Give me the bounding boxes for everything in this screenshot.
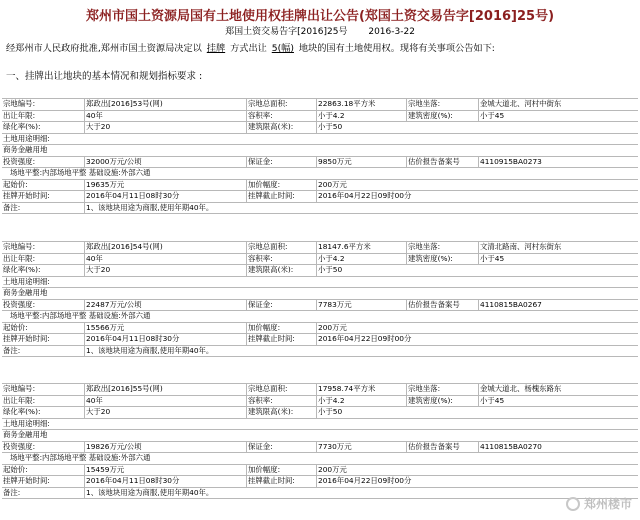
table-row	[2, 191, 638, 203]
table-row	[2, 442, 638, 454]
table-row	[2, 311, 638, 323]
listing-start-value: 2016年04月11日08时30分	[84, 334, 246, 345]
location-value: 文清北路南、河村东街东	[478, 242, 638, 253]
watermark	[566, 495, 632, 512]
table-row	[2, 265, 638, 277]
label-land-use: 土地用途明细:	[3, 276, 50, 286]
invest-value: 19826万元/公顷	[84, 442, 246, 453]
parcel-table	[2, 98, 638, 214]
label-listing-end: 挂牌截止时间:	[246, 191, 316, 202]
label-deposit: 保证金:	[246, 300, 316, 311]
remark-value: 1、该地块用途为商服,使用年期40年。	[84, 346, 638, 357]
reference-number: 郑国土资交易告字[2016]25号	[225, 27, 348, 37]
height-value: 小于50	[316, 265, 406, 276]
label-area: 宗地总面积:	[246, 384, 316, 395]
table-row	[2, 383, 638, 396]
green-value: 大于20	[84, 122, 246, 133]
label-increment: 加价幅度:	[246, 323, 316, 334]
area-value: 17958.74平方米	[316, 384, 406, 395]
intro-mid: 方式出让	[230, 43, 267, 54]
table-row	[2, 396, 638, 408]
label-deposit: 保证金:	[246, 442, 316, 453]
label-parcel-no: 宗地编号:	[3, 242, 36, 251]
report-value: 4110915BA0273	[478, 157, 638, 168]
table-row	[2, 323, 638, 335]
publish-date: 2016-3-22	[368, 27, 415, 37]
intro-post: 地块的国有土地使用权。现将有关事项公告如下:	[298, 43, 495, 54]
density-value: 小于45	[478, 111, 638, 122]
remark-value: 1、该地块用途为商服,使用年期40年。	[84, 488, 638, 499]
listing-end-value: 2016年04月22日09时00分	[316, 476, 478, 487]
parcel-table	[2, 241, 638, 357]
table-row	[2, 241, 638, 254]
label-increment: 加价幅度:	[246, 180, 316, 191]
location-value: 金城大道北、河村中街东	[478, 99, 638, 110]
label-remark: 备注:	[3, 487, 21, 497]
invest-value: 32000万元/公顷	[84, 157, 246, 168]
far-value: 小于4.2	[316, 254, 406, 265]
start-price-value: 15459万元	[84, 465, 246, 476]
table-row	[2, 134, 638, 146]
deposit-value: 9850万元	[316, 157, 406, 168]
table-row	[2, 254, 638, 266]
intro-count: 5(幅)	[271, 43, 294, 54]
table-row	[2, 288, 638, 300]
document-title: 郑州市国土资源局国有土地使用权挂牌出让公告(郑国土资交易告字[2016]25号)	[85, 9, 555, 24]
label-deposit: 保证金:	[246, 157, 316, 168]
table-row	[2, 122, 638, 134]
label-listing-start: 挂牌开始时间:	[3, 476, 50, 485]
table-row	[2, 407, 638, 419]
table-row	[2, 334, 638, 346]
label-start-price: 起始价:	[3, 179, 28, 189]
label-parcel-no: 宗地编号:	[3, 384, 36, 393]
label-start-price: 起始价:	[3, 464, 28, 474]
section-heading: 一、挂牌出让地块的基本情况和规划指标要求 :	[6, 71, 203, 82]
land-use-value: 商务金融用地	[3, 288, 48, 297]
green-value: 大于20	[84, 407, 246, 418]
label-parcel-no: 宗地编号:	[3, 99, 36, 108]
label-listing-start: 挂牌开始时间:	[3, 334, 50, 343]
label-report: 估价报告备案号	[406, 157, 478, 168]
label-years: 出让年限:	[3, 395, 36, 405]
years-value: 40年	[84, 254, 246, 265]
area-value: 18147.6平方米	[316, 242, 406, 253]
label-far: 容积率:	[246, 111, 316, 122]
table-row	[2, 430, 638, 442]
table-row	[2, 277, 638, 289]
label-years: 出让年限:	[3, 110, 36, 120]
label-start-price: 起始价:	[3, 322, 28, 332]
table-row	[2, 419, 638, 431]
label-far: 容积率:	[246, 396, 316, 407]
table-row	[2, 476, 638, 488]
height-value: 小于50	[316, 407, 406, 418]
label-green: 绿化率(%):	[3, 265, 41, 274]
label-area: 宗地总面积:	[246, 242, 316, 253]
table-row	[2, 180, 638, 192]
location-value: 金城大道北、杨槐东路东	[478, 384, 638, 395]
label-listing-end: 挂牌截止时间:	[246, 334, 316, 345]
deposit-value: 7783万元	[316, 300, 406, 311]
start-price-value: 15566万元	[84, 323, 246, 334]
site-conditions: 场地平整:内部场地平整 基础设施:外部六通	[10, 453, 151, 462]
site-conditions: 场地平整:内部场地平整 基础设施:外部六通	[10, 168, 151, 177]
table-row	[2, 488, 638, 500]
remark-value: 1、该地块用途为商服,使用年期40年。	[84, 203, 638, 214]
label-density: 建筑密度(%):	[406, 111, 478, 122]
green-value: 大于20	[84, 265, 246, 276]
intro-paragraph	[6, 40, 638, 54]
table-row	[2, 465, 638, 477]
intro-pre: 经郑州市人民政府批准,郑州市国土资源局决定以	[6, 43, 202, 54]
table-row	[2, 453, 638, 465]
label-green: 绿化率(%):	[3, 122, 41, 131]
label-location: 宗地坐落:	[406, 242, 478, 253]
parcel-no-value: 郑政出[2016]54号(网)	[84, 242, 246, 253]
table-row	[2, 300, 638, 312]
increment-value: 200万元	[316, 323, 406, 334]
table-row	[2, 157, 638, 169]
deposit-value: 7730万元	[316, 442, 406, 453]
label-listing-end: 挂牌截止时间:	[246, 476, 316, 487]
label-report: 估价报告备案号	[406, 300, 478, 311]
listing-start-value: 2016年04月11日08时30分	[84, 191, 246, 202]
label-increment: 加价幅度:	[246, 465, 316, 476]
watermark-text: 郑州楼市	[583, 497, 632, 511]
increment-value: 200万元	[316, 180, 406, 191]
label-land-use: 土地用途明细:	[3, 133, 50, 143]
table-row	[2, 346, 638, 358]
listing-end-value: 2016年04月22日09时00分	[316, 334, 478, 345]
listing-end-value: 2016年04月22日09时00分	[316, 191, 478, 202]
listing-start-value: 2016年04月11日08时30分	[84, 476, 246, 487]
density-value: 小于45	[478, 396, 638, 407]
label-remark: 备注:	[3, 202, 21, 212]
far-value: 小于4.2	[316, 111, 406, 122]
table-row	[2, 98, 638, 111]
wechat-icon	[566, 497, 580, 511]
document-subline	[0, 24, 640, 37]
report-value: 4110815BA0270	[478, 442, 638, 453]
table-row	[2, 168, 638, 180]
label-listing-start: 挂牌开始时间:	[3, 191, 50, 200]
land-use-value: 商务金融用地	[3, 145, 48, 154]
increment-value: 200万元	[316, 465, 406, 476]
height-value: 小于50	[316, 122, 406, 133]
label-invest: 投资强度:	[3, 156, 36, 166]
label-density: 建筑密度(%):	[406, 254, 478, 265]
label-far: 容积率:	[246, 254, 316, 265]
label-density: 建筑密度(%):	[406, 396, 478, 407]
table-row	[2, 203, 638, 215]
label-invest: 投资强度:	[3, 441, 36, 451]
label-height: 建筑限高(米):	[246, 407, 316, 418]
land-use-value: 商务金融用地	[3, 430, 48, 439]
parcel-no-value: 郑政出[2016]53号(网)	[84, 99, 246, 110]
label-report: 估价报告备案号	[406, 442, 478, 453]
table-row	[2, 145, 638, 157]
report-value: 4110815BA0267	[478, 300, 638, 311]
label-years: 出让年限:	[3, 253, 36, 263]
label-green: 绿化率(%):	[3, 407, 41, 416]
intro-method: 挂牌	[206, 43, 226, 54]
label-height: 建筑限高(米):	[246, 265, 316, 276]
label-land-use: 土地用途明细:	[3, 418, 50, 428]
parcel-table	[2, 383, 638, 499]
years-value: 40年	[84, 396, 246, 407]
far-value: 小于4.2	[316, 396, 406, 407]
table-row	[2, 111, 638, 123]
label-location: 宗地坐落:	[406, 384, 478, 395]
site-conditions: 场地平整:内部场地平整 基础设施:外部六通	[10, 311, 151, 320]
label-remark: 备注:	[3, 345, 21, 355]
years-value: 40年	[84, 111, 246, 122]
area-value: 22863.18平方米	[316, 99, 406, 110]
start-price-value: 19635万元	[84, 180, 246, 191]
label-height: 建筑限高(米):	[246, 122, 316, 133]
label-location: 宗地坐落:	[406, 99, 478, 110]
label-area: 宗地总面积:	[246, 99, 316, 110]
label-invest: 投资强度:	[3, 299, 36, 309]
invest-value: 22487万元/公顷	[84, 300, 246, 311]
parcel-no-value: 郑政出[2016]55号(网)	[84, 384, 246, 395]
density-value: 小于45	[478, 254, 638, 265]
